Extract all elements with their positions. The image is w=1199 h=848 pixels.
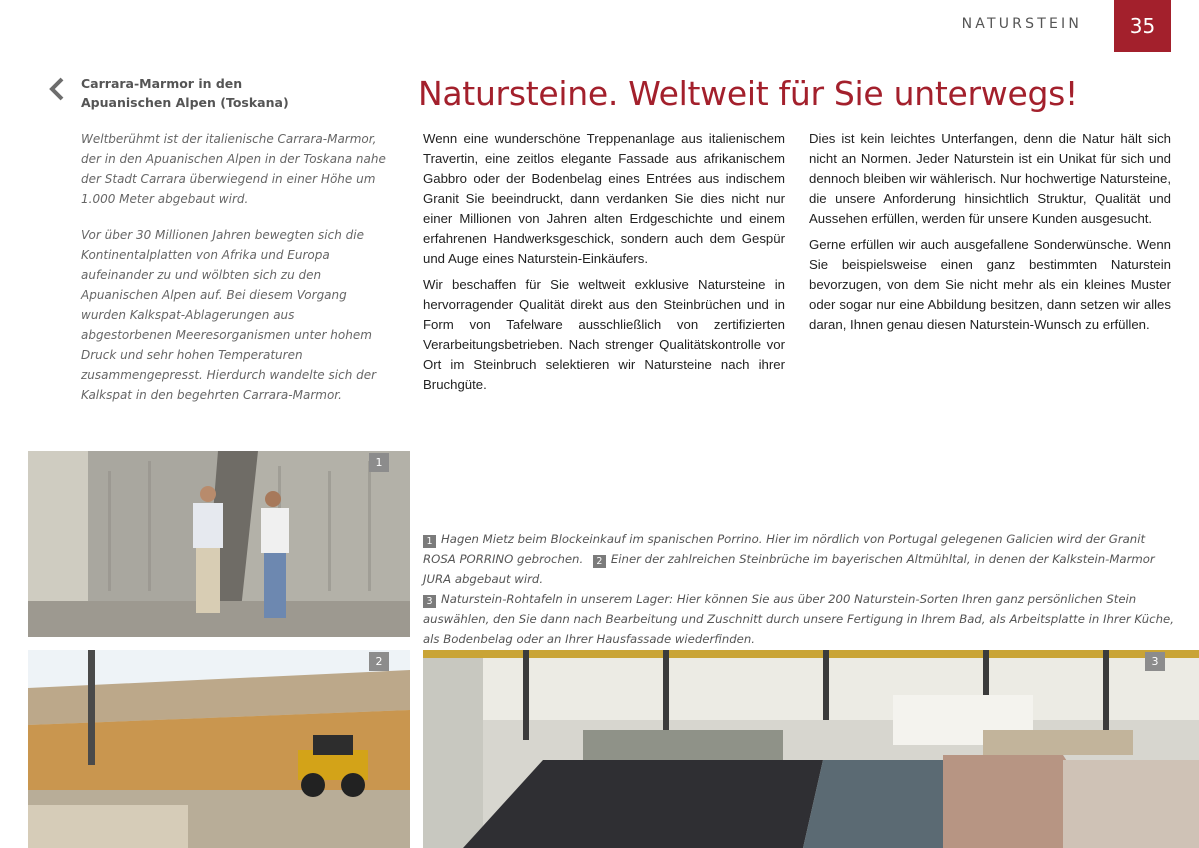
page-number: 35 <box>1129 14 1156 38</box>
photo-number-badge: 2 <box>369 652 389 671</box>
caption-text-1: Hagen Mietz beim Blockeinkauf im spanischen Porrino. Hier im nördlich von Portugal gelegenen Galicien wird der Granit ROSA PORRINO gebrochen. <box>423 532 1146 566</box>
sidebar-paragraph-1: Weltberühmt ist der italienische Carrara-Marmor, der in den Apuanischen Alpen in der Toskana nahe der Stadt Carrara überwiegend in einer Höhe um 1.000 Meter abgebaut wird. <box>81 132 386 206</box>
sidebar-paragraph-2: Vor über 30 Millionen Jahren bewegten sich die Kontinentalplatten von Afrika und Europa aufeinander zu und wölbten sich zu den Apuanischen Alpen auf. Bei diesem Vorgang wurden Kalkspat-Ablagerungen aus abgestorbenen Meeresorganismen unter hohem Druck und sehr hohen Temperaturen zusammengepresst. Hierdurch wandelte sich der Kalkspat in den begehrten Carrara-Marmor. <box>81 228 377 402</box>
article-title: Natursteine. Weltweit für Sie unterwegs! <box>418 74 1078 113</box>
caption-number: 2 <box>593 555 606 568</box>
sidebar-title-line1: Carrara-Marmor in den <box>81 76 243 91</box>
caption-text-3: Naturstein-Rohtafeln in unserem Lager: Hier können Sie aus über 200 Naturstein-Sorten Ihren ganz persönlichen Stein auswählen, den Sie dann nach Bearbeitung und Zuschnitt durch unsere Fertigung in Ihrem Bad, als Arbeitsplatte in Ihrer Küche, als Bodenbelag oder an Ihrer Hausfassade wiederfinden. <box>423 592 1174 646</box>
article-col2-paragraph-2: Gerne erfüllen wir auch ausgefallene Sonderwünsche. Wenn Sie beispielsweise einen ganz bestimmten Naturstein bevorzugen, von dem Sie nicht mehr als ein kleines Muster oder sogar nur eine Abbildung besitzen, dann setzen wir alles daran, Ihnen genau diesen Naturstein-Wunsch zu erfüllen. <box>809 237 1171 332</box>
photo-number-badge: 1 <box>369 453 389 472</box>
chevron-left-icon[interactable] <box>47 76 67 102</box>
photo-stone-slab-warehouse <box>423 650 1199 848</box>
photo-limestone-quarry <box>28 650 410 848</box>
sidebar-title-line2: Apuanischen Alpen (Toskana) <box>81 95 289 110</box>
caption-number: 1 <box>423 535 436 548</box>
sidebar-title <box>81 74 381 112</box>
page-number-badge <box>1114 0 1171 52</box>
photo-captions <box>423 529 1179 649</box>
article-col2-paragraph-1: Dies ist kein leichtes Unterfangen, denn die Natur hält sich nicht an Normen. Jeder Naturstein ist ein Unikat für sich und dennoch bleiben wir wählerisch. Nur hochwertige Natursteine, die unsere Anforderung hinsichtlich Struktur, Qualität und Aussehen erfüllen, werden für unsere Kunden ausgesucht. <box>809 131 1171 226</box>
caption-text-2: Einer der zahlreichen Steinbrüche im bayerischen Altmühltal, in denen der Kalkstein-Marmor JURA abgebaut wird. <box>423 552 1155 586</box>
photo-granite-quarry <box>28 451 410 637</box>
article-col1-paragraph-1: Wenn eine wunderschöne Treppenanlage aus italienischem Travertin, eine zeitlos elegante Fassade aus afrikanischem Gabbro oder der Bodenbelag eines Entrées aus indischem Granit Sie beeindruckt, dann verdanken Sie dies nicht nur einer Millionen von Jahren alten Erdgeschichte und einem erfahrenen Handwerksgeschick, sondern auch dem Gespür und Auge eines Naturstein-Einkäufers. <box>423 131 785 266</box>
section-label: NATURSTEIN <box>961 16 1082 32</box>
caption-number: 3 <box>423 595 436 608</box>
article-col1-paragraph-2: Wir beschaffen für Sie weltweit exklusive Natursteine in hervorragender Qualität direkt aus den Steinbrüchen und in Form von Tafelware ausschließlich von zertifizierten Verarbeitungsbetrieben. Nach strenger Qualitätskontrolle vor Ort im Steinbruch selektieren wir Natursteine nach ihrer Bruchgüte. <box>423 277 785 392</box>
photo-number-badge: 3 <box>1145 652 1165 671</box>
